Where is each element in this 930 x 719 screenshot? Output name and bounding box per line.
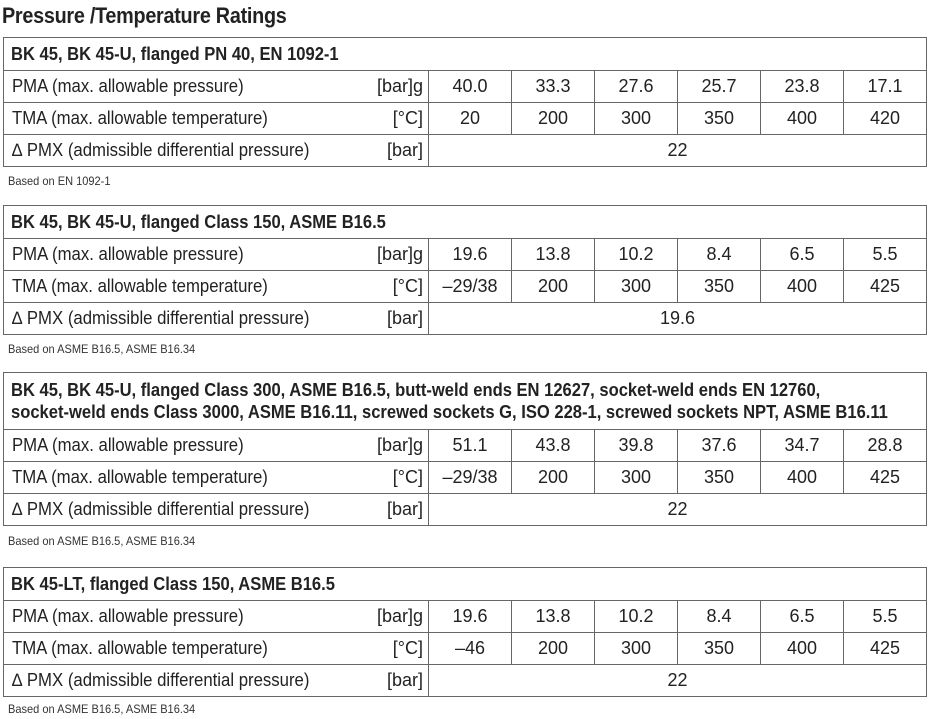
table-cell: 19.6 — [429, 239, 512, 271]
table-cell: 17.1 — [844, 71, 927, 103]
row-label: TMA (max. allowable temperature) — [4, 633, 374, 665]
row-label: TMA (max. allowable temperature) — [4, 462, 374, 494]
table-cell: 20 — [429, 103, 512, 135]
table-cell: 425 — [844, 462, 927, 494]
table-cell: –29/38 — [429, 271, 512, 303]
row-unit: [°C] — [374, 462, 429, 494]
pmx-row — [4, 494, 927, 526]
table-header: BK 45, BK 45-U, flanged Class 150, ASME B16.5 — [4, 206, 927, 239]
table-cell: 8.4 — [678, 239, 761, 271]
table-cell: 350 — [678, 633, 761, 665]
table-note: Based on ASME B16.5, ASME B16.34 — [8, 342, 196, 356]
row-unit: [bar]g — [374, 71, 429, 103]
row-label: PMA (max. allowable pressure) — [4, 71, 374, 103]
rating-table — [3, 205, 927, 335]
table-cell: 6.5 — [761, 239, 844, 271]
table-cell: 19.6 — [429, 303, 927, 335]
page-title: Pressure /Temperature Ratings — [2, 3, 287, 28]
tma-row — [4, 462, 927, 494]
row-unit: [bar]g — [374, 601, 429, 633]
rating-table — [3, 37, 927, 167]
table-cell: –29/38 — [429, 462, 512, 494]
pma-row — [4, 239, 927, 271]
table-note: Based on EN 1092-1 — [8, 174, 111, 188]
table-cell: 13.8 — [512, 601, 595, 633]
table-header-row — [4, 206, 927, 239]
row-label: ∆ PMX (admissible differential pressure) — [4, 665, 374, 697]
row-label: TMA (max. allowable temperature) — [4, 271, 374, 303]
table-cell: 10.2 — [595, 239, 678, 271]
row-unit: [bar]g — [374, 239, 429, 271]
table-cell: 300 — [595, 633, 678, 665]
table-cell: 43.8 — [512, 430, 595, 462]
table-note: Based on ASME B16.5, ASME B16.34 — [8, 702, 196, 716]
rating-block-3 — [3, 372, 927, 526]
table-cell: 34.7 — [761, 430, 844, 462]
table-header-row — [4, 373, 927, 430]
table-cell: –46 — [429, 633, 512, 665]
table-cell: 51.1 — [429, 430, 512, 462]
table-cell: 200 — [512, 462, 595, 494]
table-header: BK 45, BK 45-U, flanged PN 40, EN 1092-1 — [4, 38, 927, 71]
table-cell: 200 — [512, 103, 595, 135]
table-cell: 8.4 — [678, 601, 761, 633]
table-cell: 10.2 — [595, 601, 678, 633]
table-cell: 420 — [844, 103, 927, 135]
table-cell: 300 — [595, 462, 678, 494]
row-unit: [°C] — [374, 271, 429, 303]
table-header: BK 45-LT, flanged Class 150, ASME B16.5 — [4, 568, 927, 601]
table-cell: 300 — [595, 103, 678, 135]
row-unit: [bar] — [374, 135, 429, 167]
row-unit: [bar] — [374, 303, 429, 335]
table-cell: 23.8 — [761, 71, 844, 103]
rating-table — [3, 567, 927, 697]
table-cell: 22 — [429, 494, 927, 526]
table-cell: 6.5 — [761, 601, 844, 633]
row-unit: [bar] — [374, 494, 429, 526]
table-cell: 350 — [678, 103, 761, 135]
rating-block-1 — [3, 37, 927, 167]
table-cell: 400 — [761, 633, 844, 665]
row-unit: [bar]g — [374, 430, 429, 462]
tma-row — [4, 633, 927, 665]
row-label: ∆ PMX (admissible differential pressure) — [4, 303, 374, 335]
tma-row — [4, 103, 927, 135]
rating-block-4 — [3, 567, 927, 697]
table-cell: 300 — [595, 271, 678, 303]
table-cell: 350 — [678, 462, 761, 494]
table-cell: 25.7 — [678, 71, 761, 103]
table-note: Based on ASME B16.5, ASME B16.34 — [8, 534, 196, 548]
tma-row — [4, 271, 927, 303]
pmx-row — [4, 135, 927, 167]
table-cell: 22 — [429, 665, 927, 697]
table-cell: 425 — [844, 271, 927, 303]
row-label: PMA (max. allowable pressure) — [4, 430, 374, 462]
row-label: PMA (max. allowable pressure) — [4, 601, 374, 633]
table-cell: 400 — [761, 462, 844, 494]
table-cell: 400 — [761, 103, 844, 135]
table-cell: 200 — [512, 633, 595, 665]
table-header-row — [4, 38, 927, 71]
row-unit: [°C] — [374, 633, 429, 665]
table-cell: 37.6 — [678, 430, 761, 462]
rating-block-2 — [3, 205, 927, 335]
table-cell: 13.8 — [512, 239, 595, 271]
row-label: ∆ PMX (admissible differential pressure) — [4, 135, 374, 167]
table-cell: 400 — [761, 271, 844, 303]
pmx-row — [4, 303, 927, 335]
table-cell: 33.3 — [512, 71, 595, 103]
pmx-row — [4, 665, 927, 697]
table-cell: 5.5 — [844, 601, 927, 633]
table-cell: 350 — [678, 271, 761, 303]
table-cell: 22 — [429, 135, 927, 167]
table-header: BK 45, BK 45-U, flanged Class 300, ASME B16.5, butt-weld ends EN 12627, socket-weld ends EN 12760, socket-weld ends Class 3000, ASME B16.11, screwed sockets G, ISO 228-1, screwed sockets NPT, ASME B16.11 — [4, 373, 927, 430]
pma-row — [4, 71, 927, 103]
row-unit: [°C] — [374, 103, 429, 135]
row-label: PMA (max. allowable pressure) — [4, 239, 374, 271]
table-cell: 200 — [512, 271, 595, 303]
table-cell: 39.8 — [595, 430, 678, 462]
row-label: ∆ PMX (admissible differential pressure) — [4, 494, 374, 526]
table-cell: 28.8 — [844, 430, 927, 462]
table-cell: 40.0 — [429, 71, 512, 103]
table-cell: 5.5 — [844, 239, 927, 271]
table-cell: 19.6 — [429, 601, 512, 633]
pma-row — [4, 601, 927, 633]
table-header-row — [4, 568, 927, 601]
row-label: TMA (max. allowable temperature) — [4, 103, 374, 135]
rating-table — [3, 372, 927, 526]
pma-row — [4, 430, 927, 462]
row-unit: [bar] — [374, 665, 429, 697]
table-cell: 27.6 — [595, 71, 678, 103]
table-cell: 425 — [844, 633, 927, 665]
